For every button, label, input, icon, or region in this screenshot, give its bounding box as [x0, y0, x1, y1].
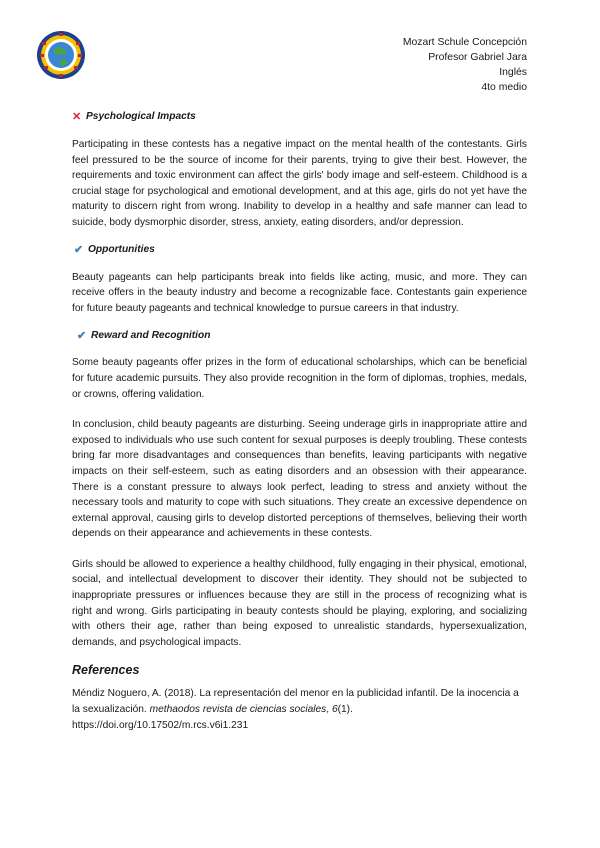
- section-title: Opportunities: [88, 244, 155, 256]
- paragraph-reward: Some beauty pageants offer prizes in the form of educational scholarships, which can be beneficial for future academic pursuits. They also provide recognition in the form of diplomas, trophies, medals, or crowns, offering validation.: [72, 357, 527, 400]
- paragraph-conclusion: In conclusion, child beauty pageants are disturbing. Seeing underage girls in inappropriate attire and exposed to individuals who use such content for sexual purposes is deeply troubling. These contests bring far more disadvantages and consequences than benefits, leaving participants with negative impacts on their self-esteem, such as eating disorders and an obsession with their appearance. There is a constant pressure to always look perfect, leading to stress and anxiety without the necessary tools and maturity to cope with such situations. They create an excessive dependence on external approval, causing girls to develop distorted perceptions of themselves, believing their worth depends on their appearance and achievements in these contests.: [72, 419, 527, 540]
- section-heading-reward: [72, 327, 527, 343]
- reference-volume: 6: [331, 704, 338, 716]
- grade-label: 4to medio: [481, 82, 527, 93]
- paragraph-opportunities: Beauty pageants can help participants break into fields like acting, music, and more. They can receive offers in the beauty industry and become a recognizable face. Contestants gain experience for future beauty pageants and technical knowledge to pursue careers in that industry.: [72, 271, 527, 314]
- check-mark-icon: ✔: [77, 329, 87, 342]
- section-title: Reward and Recognition: [91, 329, 211, 341]
- paragraph-psychological: Participating in these contests has a negative impact on the mental health of the contestants. Girls feel pressured to be the source of income for their parents, trying to give their best. However, the requirements and toxic environment can affect the girls' body image and self-esteem. Childhood is a crucial stage for psychological and emotional development, and at this age, girls do not yet have the maturity to discern right from wrong. Inability to develop in a healthy and safe manner can lead to suicide, body dysmorphic disorder, stress, anxiety, eating disorders, and/or depression.: [72, 139, 527, 228]
- reference-authors: Méndiz Noguero, A. (2018). La representación del menor en la publicidad infantil. De la inocencia a la sexualización.: [72, 688, 519, 716]
- document-body: [72, 108, 527, 733]
- reference-doi[interactable]: https://doi.org/10.17502/m.rcs.v6i1.231: [72, 719, 249, 731]
- references-heading: References: [72, 663, 140, 678]
- reference-sep: ,: [326, 704, 332, 716]
- teacher-name: Profesor Gabriel Jara: [428, 52, 527, 63]
- section-heading-psychological: [72, 108, 527, 124]
- paragraph-closing: Girls should be allowed to experience a healthy childhood, fully engaging in their physical, emotional, social, and intellectual development to discover their identity. They should not be subjected to inappropriate pressures or influences because they are still in the process of recognizing what is right and wrong. Girls participating in beauty contests should be playing, exploring, and socializing with others their age, rather than being exposed to unrealistic standards, hypersexualization, demands, and psychological impacts.: [72, 558, 527, 648]
- cross-mark-icon: ✕: [72, 110, 82, 123]
- school-info: [403, 35, 527, 95]
- school-name: Mozart Schule Concepción: [402, 37, 527, 48]
- reference-entry: [72, 686, 527, 733]
- subject-name: Inglés: [499, 67, 527, 78]
- section-title: Psychological Impacts: [86, 110, 196, 122]
- section-heading-opportunities: [72, 242, 527, 258]
- school-logo-icon: [36, 30, 86, 80]
- check-mark-icon: ✔: [74, 244, 84, 257]
- reference-journal: methaodos revista de ciencias sociales: [149, 704, 327, 716]
- reference-issue: (1).: [337, 704, 353, 716]
